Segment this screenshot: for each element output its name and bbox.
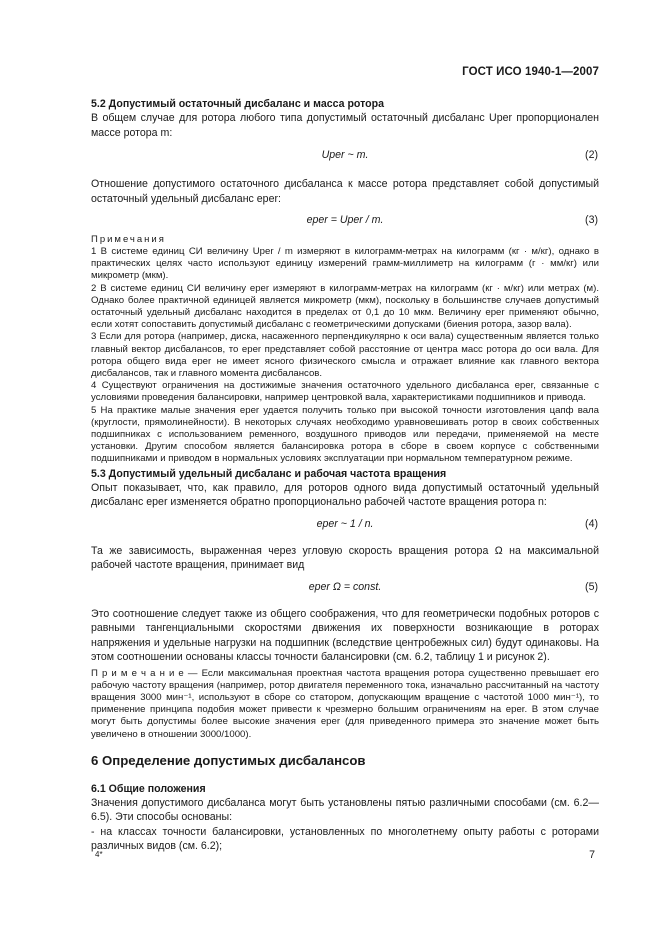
formula-3	[91, 214, 599, 228]
formula-5-number: (5)	[585, 580, 598, 593]
section-5-2-paragraph-2: Отношение допустимого остаточного дисбаланса к массе ротора представляет собой допустимый остаточный удельный дисбаланс eper:	[91, 178, 599, 205]
footer-mark: 4*	[95, 850, 103, 859]
note-5: 5 На практике малые значения eper удается получить только при высокой точности изготовления цапф вала (круглости, прямолинейности). В некоторых случаях необходимо уравновешивать ротор в своих собственных подшипниках с использованием ременного, воздушного приводов или передачи, применяемой на месте установки. Другим способом является балансировка ротора в сборе в своем корпусе с собственными подшипниками и приводом в нормальных условиях эксплуатации при нормальном температурном режиме.	[91, 404, 599, 465]
section-6-title: 6 Определение допустимых дисбалансов	[91, 752, 366, 768]
section-5-2-paragraph-1: В общем случае для ротора любого типа допустимый остаточный дисбаланс Uper пропорционален массе ротора m:	[91, 112, 599, 139]
section-5-3-title: 5.3 Допустимый удельный дисбаланс и рабочая частота вращения	[91, 467, 447, 480]
section-5-3-paragraph-3: Это соотношение следует также из общего соображения, что для геометрически подобных роторов с равными тангенциальными скоростями движения их поверхности возникающие в роторах напряжения и удельные нагрузки на подшипник (вследствие центробежных сил) будут одинаковы. На этом соотношении основаны классы точности балансировки (см. 6.2, таблицу 1 и рисунок 2).	[91, 607, 599, 664]
formula-2	[91, 149, 599, 163]
notes-title: Примечания	[91, 234, 166, 245]
formula-2-number: (2)	[585, 149, 598, 161]
section-5-3-note: П р и м е ч а н и е — Если максимальная проектная частота вращения ротора существенно превышает его рабочую частоту вращения (например, ротор двигателя переменного тока, изначально рассчитанный на частоту вращения 3000 мин⁻¹, используют в сборе со статором, допускающим вращение с частотой 1000 мин⁻¹), то применение принципа подобия может привести к чрезмерно большим ограничениям на eper. В этом случае могут быть допустимы более высокие значения eper (для приведенного примера это значение может быть увеличено в отношении 3000/1000).	[91, 667, 599, 740]
formula-2-expression: Uper ~ m.	[321, 149, 369, 161]
page-content	[91, 98, 599, 854]
formula-5-expression: eper Ω = const.	[308, 580, 382, 593]
section-6-1-paragraph-2: - на классах точности балансировки, установленных по многолетнему опыту работы с роторами различных видов (см. 6.2);	[91, 825, 599, 853]
formula-5	[91, 581, 599, 595]
section-5-3-paragraph-2: Та же зависимость, выраженная через угловую скорость вращения ротора Ω на максимальной рабочей частоте вращения, принимает вид	[91, 544, 599, 572]
note-4: 4 Существуют ограничения на достижимые значения остаточного удельного дисбаланса eper, связанные с условиями проведения балансировки, например центровкой вала, характеристиками подшипников и привода.	[91, 380, 599, 404]
note-3: 3 Если для ротора (например, диска, насаженного перпендикулярно к оси вала) существенным является только главный вектор дисбалансов, то eper представляет собой расстояние от центра масс ротора до оси вала. Для ротора общего вида eper не имеет ясного физического смысла и отражает влияние как главного вектора дисбалансов, так и главного момента дисбалансов.	[91, 331, 599, 380]
section-5-2-title: 5.2 Допустимый остаточный дисбаланс и масса ротора	[91, 98, 385, 110]
page-number: 7	[589, 849, 595, 861]
section-5-3-paragraph-1: Опыт показывает, что, как правило, для роторов одного вида допустимый остаточный удельный дисбаланс eper изменяется обратно пропорционально рабочей частоте вращения ротора n:	[91, 481, 599, 509]
formula-3-number: (3)	[585, 214, 598, 226]
formula-4	[91, 518, 599, 532]
formula-4-expression: eper ~ 1 / n.	[316, 517, 374, 530]
section-6-1-title: 6.1 Общие положения	[91, 782, 206, 795]
formula-4-number: (4)	[585, 517, 598, 530]
note-1: 1 В системе единиц СИ величину Uper / m измеряют в килограмм-метрах на килограмм (кг · м/кг), однако в практических целях часто используют единицу измерений грамм-миллиметр на килограмм (г · мм/кг) или микрометр (мкм).	[91, 246, 599, 282]
standard-header: ГОСТ ИСО 1940-1—2007	[462, 66, 599, 78]
note-2: 2 В системе единиц СИ величину eper измеряют в килограмм-метрах на килограмм (кг · м/кг) или метрах (м). Однако более практичной единицей является микрометр (мкм), поскольку в большинстве случаев допустимый остаточный удельный дисбаланс находится в пределах от 0,1 до 10 мкм. Величину eper применяют обычно, если хотят сопоставить допустимый дисбаланс с геометрическими допусками (биения ротора, зазор вала).	[91, 282, 599, 331]
formula-3-expression: eper = Uper / m.	[306, 214, 384, 226]
section-6-1-paragraph-1: Значения допустимого дисбаланса могут быть установлены пятью различными способами (см. 6.2—6.5). Эти способы основаны:	[91, 796, 599, 824]
